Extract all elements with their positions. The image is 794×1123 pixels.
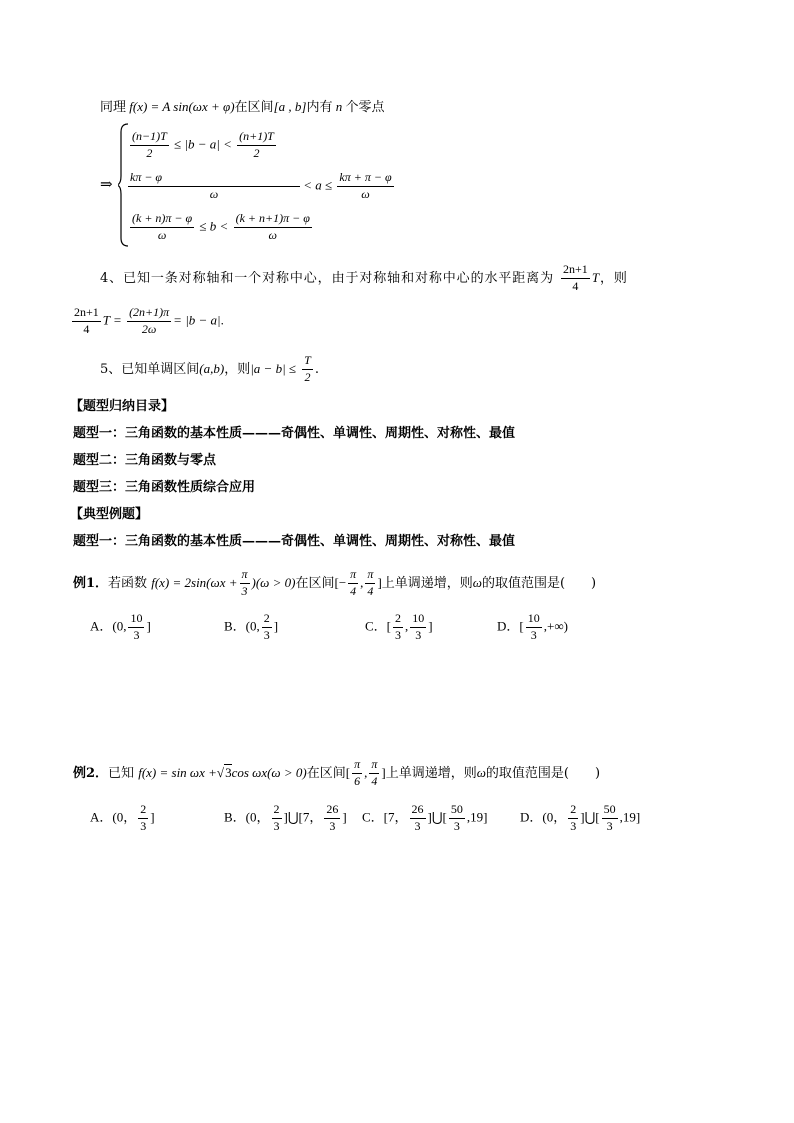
ex1-opt-c-label: C．	[365, 618, 387, 634]
r3-num-b: (k + n+1)π − φ	[234, 212, 312, 228]
r1-den-a: 2	[146, 145, 153, 160]
sqrt-symbol: √	[216, 764, 225, 780]
ex1-iv-close: ]	[377, 574, 382, 590]
ex2-opt-a-pre: (0，	[112, 809, 137, 825]
ex2-text-d: 的取值范围是( )	[485, 765, 601, 781]
type1-title: 题型一：三角函数的基本性质———奇偶性、单调性、周期性、对称性、最值	[73, 534, 516, 549]
ex1-iv-comma: ,	[360, 574, 364, 590]
line1-mid: 在区间	[234, 100, 274, 115]
ex1-text-b: 在区间	[295, 575, 335, 591]
ex2-iv-pi: π	[352, 758, 362, 774]
item5-ineq: |a − b| ≤	[250, 360, 297, 376]
ex1-opt-d-num: 10	[526, 612, 542, 628]
item4-frac-num: 2n+1	[561, 263, 590, 279]
ex2-iv-close: ]	[381, 764, 386, 780]
r3-num-a: (k + n)π − φ	[130, 212, 194, 228]
item5-text: 5、已知单调区间	[100, 361, 200, 377]
ex2-opt-c-mid: ]⋃[	[427, 809, 447, 825]
r2-den-b: ω	[361, 186, 370, 201]
ex1-iv-open: [−	[334, 574, 347, 590]
ex2-opt-b-pre: (0，	[245, 809, 270, 825]
ex1-opt-c-mid: ,	[405, 618, 409, 634]
ex1-opt-a-pre: (0,	[112, 618, 127, 634]
item5-frac-num: T	[302, 354, 313, 370]
ex1-cond: )(ω > 0)	[251, 574, 296, 590]
ex1-iv-pi: π	[348, 568, 358, 584]
toc-item-1: 题型一：三角函数的基本性质———奇偶性、单调性、周期性、对称性、最值	[73, 426, 516, 441]
ex2-opt-c-num2: 50	[449, 803, 465, 819]
ex1-opt-a-den: 3	[133, 627, 140, 642]
line1-interval: [a , b]	[273, 99, 307, 114]
ex2-iv-four: 4	[371, 773, 378, 788]
system-row-3	[128, 212, 314, 243]
ex2-opt-c-post: ,19]	[466, 809, 488, 825]
ex1-opt-d-pre: [	[519, 618, 524, 634]
ex1-label: 例1．	[73, 575, 109, 591]
ex2-opt-b-num: 2	[272, 803, 282, 819]
ex2-opt-c-pre: [7，	[383, 809, 408, 825]
ex1-option-c[interactable]	[365, 612, 433, 643]
ex2-opt-c-num: 26	[410, 803, 426, 819]
ex1-option-b[interactable]	[224, 612, 278, 643]
ex1-text-a: 若函数	[108, 575, 148, 591]
ex1-opt-c-pre: [	[386, 618, 392, 634]
ex2-omega: ω	[476, 764, 486, 780]
ex2-opt-d-pre: (0，	[542, 809, 567, 825]
ex1-opt-d-den: 3	[530, 627, 537, 642]
ex2-func: f(x) = sin ωx +	[138, 764, 217, 780]
line1-n: n	[332, 99, 346, 114]
ex2-opt-c-den: 3	[414, 818, 421, 833]
item4-frac-den: 4	[572, 278, 579, 293]
ex1-opt-b-pre: (0,	[245, 618, 260, 634]
item4b-t: T =	[102, 312, 122, 328]
r2-num-b: kπ + π − φ	[337, 171, 393, 187]
ex2-text-b: 在区间	[306, 765, 346, 781]
ex2-opt-a-post: ]	[150, 809, 155, 825]
line1-func: f(x) = A sin(ωx + φ)	[126, 99, 235, 114]
r2-num-a: kπ − φ	[128, 171, 300, 187]
item5-then: ，则	[224, 361, 251, 377]
ex1-text-d: 的取值范围是( )	[481, 575, 597, 591]
line1-suffix: 内有	[306, 100, 333, 115]
ex2-option-c[interactable]	[362, 803, 487, 834]
ex1-func: f(x) = 2sin(ωx +	[151, 574, 238, 590]
zero-count-line	[100, 100, 384, 114]
example-1-question	[73, 568, 596, 599]
ex2-opt-b-post: ]	[342, 809, 347, 825]
ex2-iv-open: [	[345, 764, 351, 780]
toc-item-3: 题型三：三角函数性质综合应用	[73, 480, 256, 495]
item-4-line-2	[70, 306, 224, 337]
r3-den-a: ω	[157, 227, 167, 242]
ex2-opt-b-den: 3	[273, 818, 280, 833]
ex2-opt-a-label: A．	[90, 809, 113, 825]
ex2-opt-d-num2: 50	[602, 803, 618, 819]
item4-text: 4、已知一条对称轴和一个对称中心，由于对称轴和对称中心的水平距离为	[100, 270, 554, 286]
item-4-line-1	[100, 263, 628, 294]
ex2-opt-b-mid: ]⋃[7，	[283, 809, 323, 825]
ex1-iv-four2: 4	[367, 583, 374, 598]
r3-mid: ≤ b <	[199, 218, 229, 234]
ex2-text-c: 上单调递增，则	[385, 765, 477, 781]
ex2-text-a: 已知	[108, 765, 135, 781]
r2-mid: < a ≤	[303, 177, 333, 193]
ex1-text-c: 上单调递增，则	[381, 575, 473, 591]
ex1-opt-a-post: ]	[146, 618, 151, 634]
ex1-opt-a-label: A．	[90, 618, 113, 634]
item4b-eq: = |b − a|	[173, 312, 221, 328]
item4b-frac2-den: 2ω	[141, 321, 157, 336]
ex1-option-d[interactable]	[497, 612, 568, 643]
ex2-opt-c-den2: 3	[453, 818, 460, 833]
toc-heading: 【题型归纳目录】	[70, 399, 175, 414]
ex2-opt-a-den: 3	[140, 818, 147, 833]
implies-arrow: ⇒	[100, 177, 113, 193]
ex2-opt-d-den: 3	[570, 818, 577, 833]
system-row-1	[128, 130, 278, 161]
ex1-opt-a-num: 10	[128, 612, 144, 628]
r2-den-a: ω	[209, 186, 219, 201]
ex2-iv-comma: ,	[364, 764, 368, 780]
ex2-opt-b-num2: 26	[324, 803, 340, 819]
ex1-three: 3	[241, 583, 248, 598]
ex1-option-a[interactable]	[90, 612, 151, 643]
example-2-question	[73, 758, 600, 789]
ex2-iv-pi2: π	[369, 758, 379, 774]
ex1-opt-d-post: ,+∞)	[543, 618, 568, 634]
examples-heading: 【典型例题】	[70, 507, 149, 522]
ex1-opt-b-num: 2	[262, 612, 272, 628]
ex2-iv-six: 6	[354, 773, 361, 788]
ex1-opt-c-num: 2	[393, 612, 403, 628]
ex2-option-d[interactable]	[520, 803, 640, 834]
item4b-frac2-num: (2n+1)π	[127, 306, 171, 322]
ex2-opt-d-mid: ]⋃[	[580, 809, 600, 825]
item5-end: .	[314, 361, 319, 377]
ex2-opt-d-num: 2	[568, 803, 578, 819]
r3-den-b: ω	[268, 227, 277, 242]
ex1-opt-b-den: 3	[263, 627, 270, 642]
ex1-opt-c-post: ]	[428, 618, 433, 634]
item4b-frac-den: 4	[83, 321, 90, 336]
ex1-opt-c-den2: 3	[415, 627, 422, 642]
ex2-opt-a-num: 2	[138, 803, 148, 819]
line1-prefix: 同理	[100, 100, 127, 115]
item4b-end: .	[220, 312, 224, 328]
ex1-opt-d-label: D．	[497, 618, 520, 634]
ex1-iv-four: 4	[350, 583, 357, 598]
ex2-opt-b-den2: 3	[329, 818, 336, 833]
ex2-option-b[interactable]	[224, 803, 347, 834]
ex1-pi: π	[240, 568, 250, 584]
item5-interval: (a,b)	[199, 360, 225, 376]
ex2-option-a[interactable]	[90, 803, 155, 834]
ex2-opt-c-label: C．	[362, 809, 384, 825]
ex2-opt-d-den2: 3	[606, 818, 613, 833]
system-row-2	[128, 171, 396, 202]
toc-item-2: 题型二：三角函数与零点	[73, 453, 217, 468]
ex1-iv-pi2: π	[365, 568, 375, 584]
item5-frac-den: 2	[304, 369, 311, 384]
ex2-sqrt: 3	[225, 764, 232, 780]
r1-num-a: (n−1)T	[130, 130, 169, 146]
ex1-opt-c-num2: 10	[410, 612, 426, 628]
ex2-opt-b-label: B．	[224, 809, 246, 825]
item4b-frac-num: 2n+1	[72, 306, 101, 322]
ex2-opt-d-label: D．	[520, 809, 543, 825]
item-5-line	[100, 354, 319, 385]
ex1-opt-b-post: ]	[273, 618, 279, 634]
ex2-func2: cos ωx(ω > 0)	[231, 764, 307, 780]
ex2-opt-d-post: ,19]	[619, 809, 641, 825]
r1-den-b: 2	[253, 145, 260, 160]
item4-then: ，则	[599, 270, 628, 286]
ex2-label: 例2．	[73, 765, 109, 781]
r1-mid: ≤ |b − a| <	[174, 136, 232, 152]
ex1-opt-c-den: 3	[395, 627, 402, 642]
ex1-opt-b-label: B．	[224, 618, 246, 634]
r1-num-b: (n+1)T	[237, 130, 276, 146]
line1-suffix2: 个零点	[345, 100, 385, 115]
item4-t: T	[591, 269, 600, 285]
ex1-omega: ω	[472, 574, 482, 590]
